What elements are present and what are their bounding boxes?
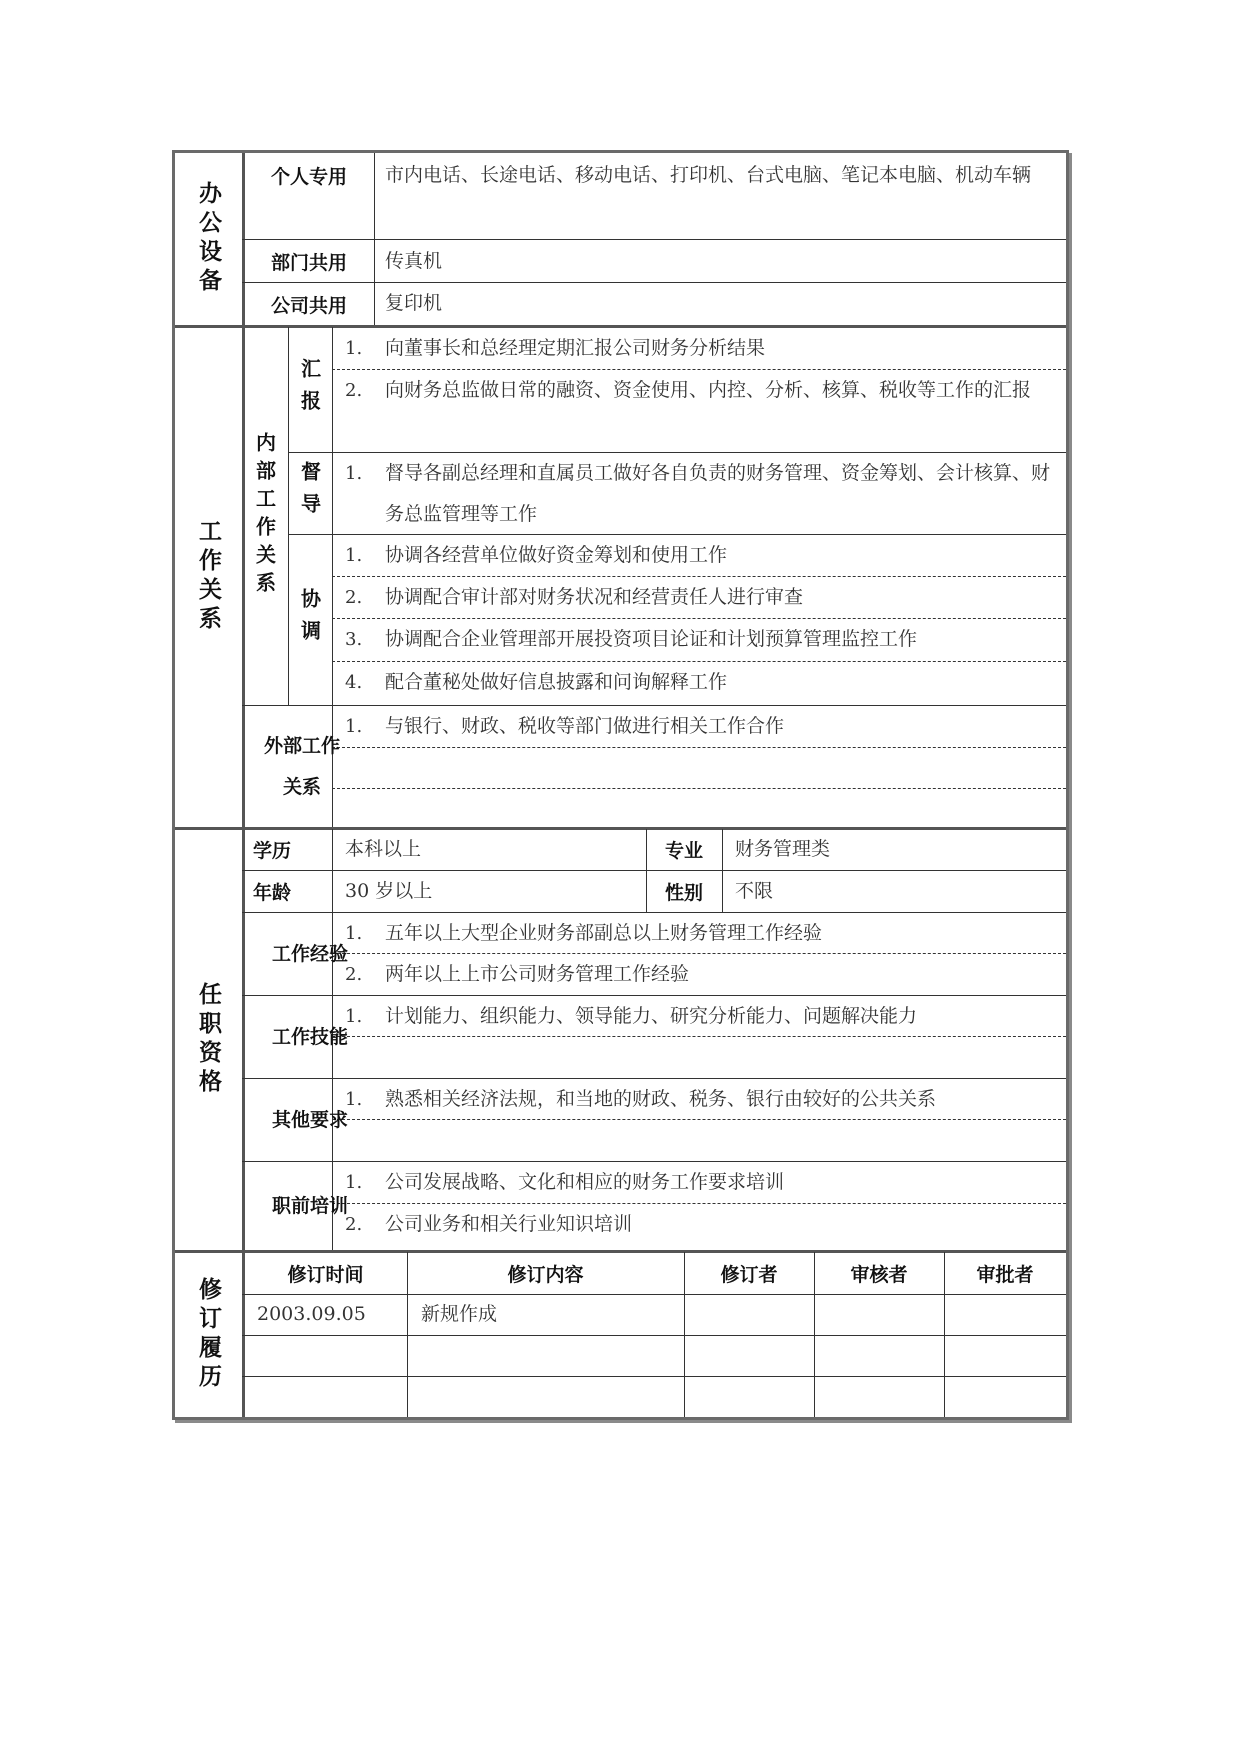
- list-number: 4.: [345, 672, 363, 693]
- label-skills: 工作技能: [271, 1025, 348, 1048]
- label-age: 年龄: [252, 882, 291, 904]
- label-supervise: 督导: [297, 461, 322, 525]
- divider: [242, 1376, 1066, 1377]
- value-company-shared: 复印机: [385, 292, 443, 314]
- section-separator: [175, 827, 1066, 830]
- list-item: 督导各副总经理和直属员工做好各自负责的财务管理、资金筹划、会计核算、财务总监管理等工作: [385, 462, 1051, 525]
- value-age: 30 岁以上: [345, 880, 433, 902]
- list-item: 向财务总监做日常的融资、资金使用、内控、分析、核算、税收等工作的汇报: [385, 379, 1032, 401]
- label-experience: 工作经验: [271, 942, 348, 965]
- list-item: 公司发展战略、文化和相应的财务工作要求培训: [385, 1171, 785, 1193]
- list-number: 2.: [345, 587, 363, 608]
- cell-revision-content: 新规作成: [421, 1303, 498, 1325]
- section-label-work-relations: 工作关系: [195, 519, 221, 635]
- list-item: 协调各经营单位做好资金筹划和使用工作: [385, 544, 728, 566]
- header-revision-content: 修订内容: [507, 1263, 584, 1286]
- label-major: 专业: [664, 840, 703, 862]
- label-internal-relations: 内部工作关系: [252, 432, 277, 600]
- value-major: 财务管理类: [735, 838, 831, 860]
- divider: [242, 1335, 1066, 1336]
- list-number: 1.: [345, 1006, 363, 1027]
- value-personal-use: 市内电话、长途电话、移动电话、打印机、台式电脑、笔记本电脑、机动车辆: [385, 164, 1032, 186]
- section-label-qualifications: 任职资格: [195, 981, 221, 1098]
- divider: [332, 788, 1066, 789]
- header-revision-date: 修订时间: [287, 1263, 364, 1286]
- list-number: 1.: [345, 716, 363, 737]
- value-education: 本科以上: [345, 838, 422, 860]
- list-item: 协调配合审计部对财务状况和经营责任人进行审查: [385, 586, 804, 608]
- list-number: 1.: [345, 1172, 363, 1193]
- section-label-office-equipment: 办公设备: [195, 181, 221, 297]
- list-number: 1.: [345, 338, 363, 359]
- list-number: 2.: [345, 380, 363, 401]
- cell-revision-date: 2003.09.05: [257, 1303, 366, 1325]
- list-item: 熟悉相关经济法规，和当地的财政、税务、银行由较好的公共关系: [385, 1088, 937, 1110]
- list-item: 两年以上上市公司财务管理工作经验: [385, 963, 690, 985]
- header-reviser: 修订者: [720, 1263, 778, 1286]
- section-label-revision-history: 修订履历: [195, 1276, 221, 1393]
- label-company-shared: 公司共用: [270, 294, 347, 317]
- list-item: 公司业务和相关行业知识培训: [385, 1213, 633, 1235]
- label-personal-use: 个人专用: [270, 165, 347, 188]
- label-gender: 性别: [664, 882, 703, 904]
- list-number: 2.: [345, 964, 363, 985]
- list-item: 向董事长和总经理定期汇报公司财务分析结果: [385, 337, 766, 359]
- label-dept-shared: 部门共用: [270, 251, 347, 274]
- header-approver: 审批者: [976, 1263, 1034, 1286]
- list-item: 配合董秘处做好信息披露和问询解释工作: [385, 671, 728, 693]
- label-external-relations: 外部工作关系: [263, 734, 340, 798]
- list-number: 1.: [345, 463, 363, 484]
- list-item: 五年以上大型企业财务部副总以上财务管理工作经验: [385, 922, 823, 944]
- list-number: 2.: [345, 1214, 363, 1235]
- value-dept-shared: 传真机: [385, 250, 443, 272]
- list-number: 1.: [345, 1089, 363, 1110]
- divider: [332, 747, 1066, 748]
- list-number: 1.: [345, 545, 363, 566]
- list-item: 协调配合企业管理部开展投资项目论证和计划预算管理监控工作: [385, 628, 918, 650]
- label-report: 汇报: [297, 357, 322, 422]
- value-gender: 不限: [735, 880, 774, 902]
- list-item: 计划能力、组织能力、领导能力、研究分析能力、问题解决能力: [385, 1005, 918, 1027]
- list-number: 1.: [345, 923, 363, 944]
- label-other-requirements: 其他要求: [271, 1108, 348, 1131]
- label-training: 职前培训: [271, 1194, 348, 1217]
- list-number: 3.: [345, 629, 363, 650]
- job-description-form: [172, 150, 1069, 1420]
- label-coordinate: 协调: [297, 587, 322, 652]
- label-education: 学历: [252, 840, 291, 862]
- list-item: 与银行、财政、税收等部门做进行相关工作合作: [385, 715, 785, 737]
- header-reviewer: 审核者: [850, 1263, 908, 1286]
